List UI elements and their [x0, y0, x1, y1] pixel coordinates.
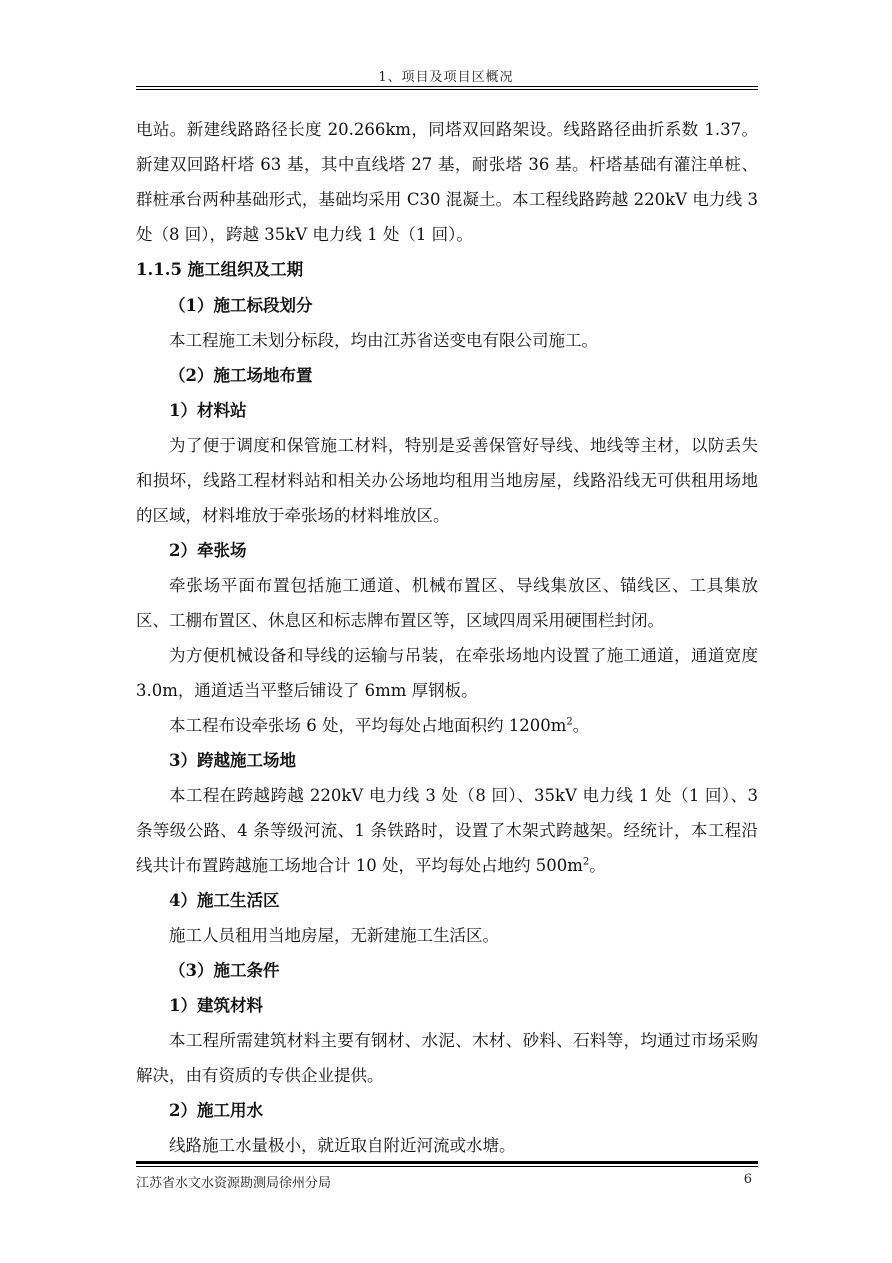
subheading: 2）牵张场 [169, 541, 247, 560]
subheading: 4）施工生活区 [169, 891, 280, 910]
paragraph: 牵张场平面布置包括施工通道、机械布置区、导线集放区、锚线区、工具集放区、工棚布置区、休息区和标志牌布置区等，区域四周采用硬围栏封闭。 [136, 576, 758, 630]
paragraph: 本工程所需建筑材料主要有钢材、水泥、木材、砂料、石料等，均通过市场采购解决，由有资质的专供企业提供。 [136, 1031, 758, 1085]
paragraph-text: 本工程在跨越跨越 220kV 电力线 3 处（8 回）、35kV 电力线 1 处（1 回）、3 条等级公路、4 条等级河流、1 条铁路时，设置了木架式跨越架。经统计，本工程沿线共计布置跨越施工场地合计 10 处，平均每处占地约 500m [136, 786, 758, 875]
paragraph: 电站。新建线路路径长度 20.266km，同塔双回路架设。线路路径曲折系数 1.37。新建双回路杆塔 63 基，其中直线塔 27 基，耐张塔 36 基。杆塔基础有灌注单桩、群桩承台两种基础形式，基础均采用 C30 混凝土。本工程线路跨越 220kV 电力线 3 处（8 回），跨越 35kV 电力线 1 处（1 回）。 [136, 120, 758, 244]
paragraph [136, 708, 758, 743]
superscript: 2 [582, 856, 590, 868]
subheading: 2）施工用水 [169, 1101, 263, 1120]
paragraph: 为了便于调度和保管施工材料，特别是妥善保管好导线、地线等主材，以防丢失和损坏，线路工程材料站和相关办公场地均租用当地房屋，线路沿线无可供租用场地的区域，材料堆放于牵张场的材料堆放区。 [136, 436, 758, 525]
paragraph-text: 本工程布设牵张场 6 处，平均每处占地面积约 1200m [169, 716, 567, 735]
subheading: （1）施工标段划分 [169, 296, 313, 315]
header-rule-thin-2 [136, 89, 758, 90]
running-header: 1、项目及项目区概况 [378, 70, 514, 85]
subheading: 3）跨越施工场地 [169, 751, 296, 770]
header-rule-thin [136, 86, 758, 87]
superscript: 2 [566, 716, 573, 728]
subheading: （2）施工场地布置 [169, 366, 313, 385]
paragraph [136, 778, 758, 883]
page-number: 6 [743, 1172, 752, 1187]
page-content [136, 112, 758, 1163]
subheading: 1）材料站 [169, 401, 247, 420]
subheading: 1）建筑材料 [169, 996, 263, 1015]
paragraph: 施工人员租用当地房屋，无新建施工生活区。 [169, 926, 499, 945]
section-heading: 1.1.5 施工组织及工期 [136, 260, 304, 279]
paragraph: 本工程施工未划分标段，均由江苏省送变电有限公司施工。 [169, 331, 598, 350]
footer-organization: 江苏省水文水资源勘测局徐州分局 [136, 1176, 332, 1191]
subheading: （3）施工条件 [169, 961, 280, 980]
paragraph-text: 。 [572, 716, 590, 735]
paragraph: 线路施工水量极小，就近取自附近河流或水塘。 [169, 1136, 516, 1155]
footer-rule-thin [136, 1166, 758, 1167]
paragraph-text: 。 [589, 856, 606, 875]
paragraph: 为方便机械设备和导线的运输与吊装，在牵张场地内设置了施工通道，通道宽度 3.0m，通道适当平整后铺设了 6mm 厚钢板。 [136, 646, 758, 700]
footer-rule-thick [136, 1161, 758, 1164]
